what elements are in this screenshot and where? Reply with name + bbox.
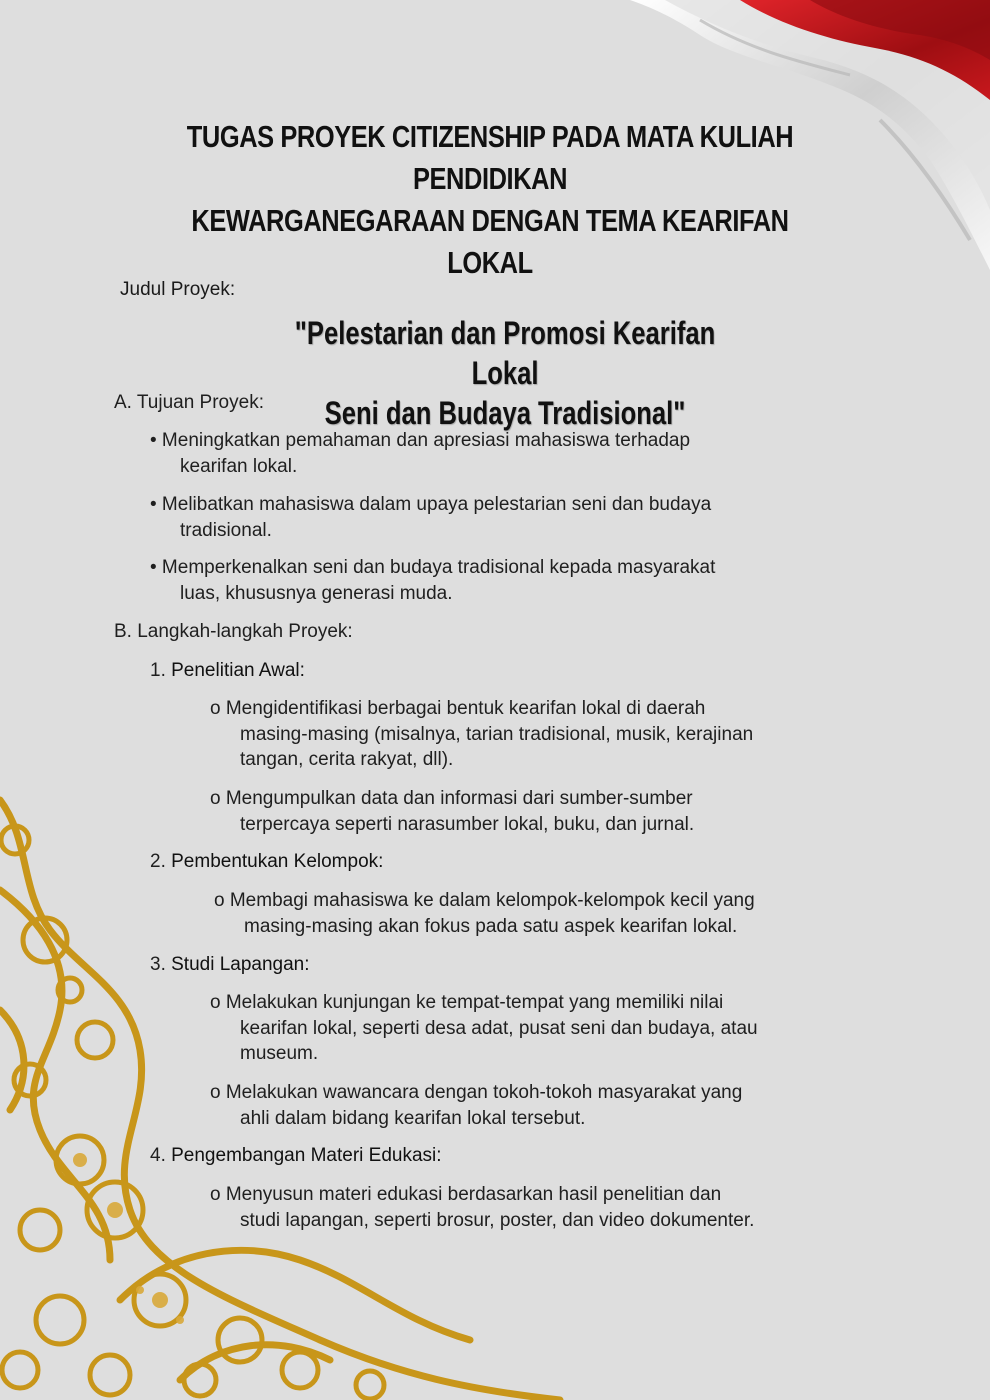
step-number: 3.	[150, 954, 172, 975]
step-number: 4.	[150, 1145, 172, 1166]
list-item	[214, 888, 864, 939]
title-line-1: TUGAS PROYEK CITIZENSHIP PADA MATA KULIAH PENDIDIKAN	[186, 119, 794, 196]
section-b-heading: B. Langkah-langkah Proyek:	[114, 621, 353, 642]
item-line: terpercaya seperti narasumber lokal, buku, dan jurnal.	[240, 813, 695, 835]
item-line: masing-masing (misalnya, tarian tradisional, musik, kerajinan	[240, 723, 754, 745]
title-line-2: KEWARGANEGARAAN DENGAN TEMA KEARIFAN LOKAL	[191, 203, 789, 280]
step-heading	[150, 952, 310, 978]
project-title-line-1: "Pelestarian dan Promosi Kearifan Lokal	[294, 315, 716, 391]
bullet-line: • Memperkenalkan seni dan budaya tradisional kepada masyarakat	[150, 557, 716, 578]
document-title	[170, 116, 810, 284]
bullet-line: • Meningkatkan pemahaman dan apresiasi mahasiswa terhadap	[150, 430, 691, 451]
bullet-line: • Melibatkan mahasiswa dalam upaya pelestarian seni dan budaya	[150, 494, 712, 515]
step-heading	[150, 1143, 442, 1169]
step-name: Studi Lapangan:	[171, 954, 310, 975]
list-item	[210, 696, 860, 773]
list-item	[210, 786, 860, 837]
step-heading	[150, 658, 305, 684]
step-number: 1.	[150, 660, 172, 681]
list-item	[150, 492, 830, 543]
item-line: kearifan lokal, seperti desa adat, pusat seni dan budaya, atau	[240, 1017, 758, 1039]
list-item	[210, 990, 860, 1067]
item-line: masing-masing akan fokus pada satu aspek kearifan lokal.	[244, 915, 738, 937]
project-title-line-2: Seni dan Budaya Tradisional"	[324, 395, 686, 431]
step-name: Pengembangan Materi Edukasi:	[171, 1145, 442, 1166]
step-name: Pembentukan Kelompok:	[171, 851, 384, 872]
list-item	[150, 555, 830, 606]
item-line: museum.	[240, 1043, 319, 1064]
item-line: o Melakukan wawancara dengan tokoh-tokoh masyarakat yang	[210, 1082, 743, 1103]
list-item	[150, 428, 830, 479]
item-line: o Melakukan kunjungan ke tempat-tempat yang memiliki nilai	[210, 992, 724, 1013]
list-item	[210, 1080, 860, 1131]
item-line: tangan, cerita rakyat, dll).	[240, 749, 454, 770]
step-number: 2.	[150, 851, 172, 872]
item-line: studi lapangan, seperti brosur, poster, dan video dokumenter.	[240, 1209, 755, 1231]
bullet-line: tradisional.	[180, 519, 272, 541]
item-line: o Mengumpulkan data dan informasi dari sumber-sumber	[210, 788, 693, 809]
item-line: o Menyusun materi edukasi berdasarkan hasil penelitian dan	[210, 1184, 722, 1205]
item-line: o Membagi mahasiswa ke dalam kelompok-kelompok kecil yang	[214, 890, 755, 911]
step-heading	[150, 849, 383, 875]
project-label: Judul Proyek:	[120, 279, 236, 300]
bullet-line: kearifan lokal.	[180, 455, 298, 477]
step-name: Penelitian Awal:	[171, 660, 305, 681]
list-item	[210, 1182, 860, 1233]
item-line: ahli dalam bidang kearifan lokal tersebut.	[240, 1107, 586, 1129]
item-line: o Mengidentifikasi berbagai bentuk kearifan lokal di daerah	[210, 698, 706, 719]
section-a-heading: A. Tujuan Proyek:	[114, 392, 264, 413]
project-title	[261, 313, 749, 433]
bullet-line: luas, khususnya generasi muda.	[180, 582, 453, 604]
